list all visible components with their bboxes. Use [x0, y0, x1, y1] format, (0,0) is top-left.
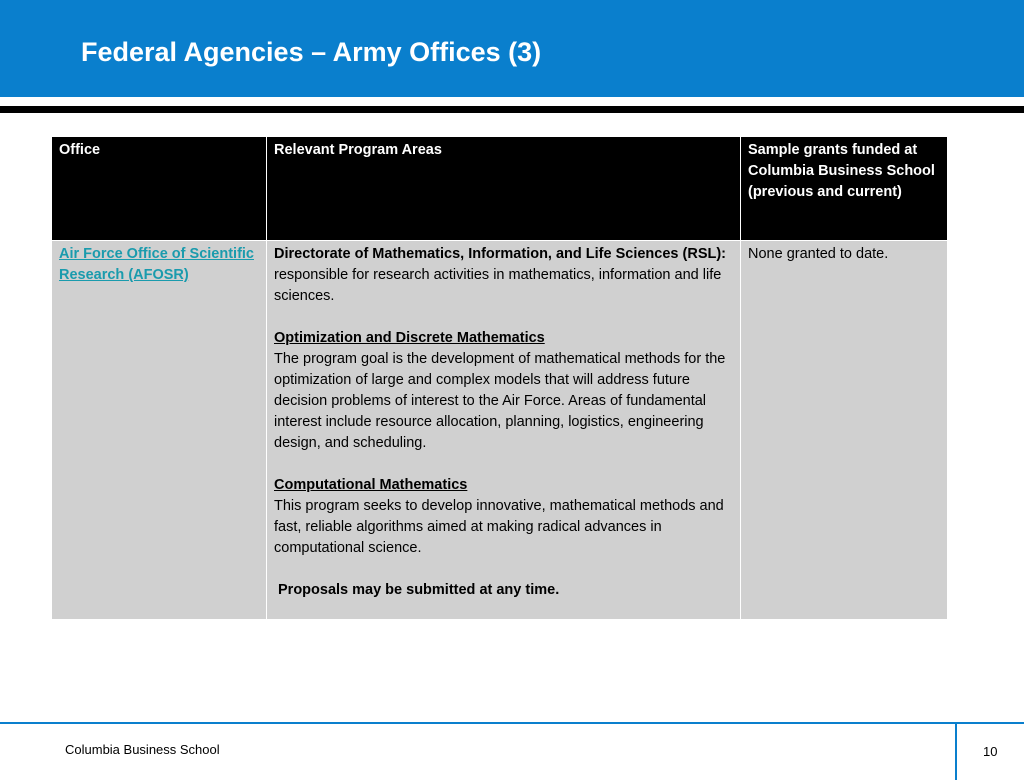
spacer [274, 454, 734, 475]
spacer [274, 559, 734, 580]
proposals-note: Proposals may be submitted at any time. [278, 582, 560, 598]
header-sample-grants: Sample grants funded at Columbia Business School (previous and current) [741, 137, 948, 241]
program-areas-cell [267, 241, 741, 620]
directorate-paragraph [274, 244, 734, 307]
section1-heading: Optimization and Discrete Mathematics [274, 330, 545, 346]
page-number: 10 [983, 744, 998, 759]
agency-table [51, 136, 948, 620]
footer-rule [0, 722, 1024, 724]
title-underline-rule [0, 106, 1024, 113]
table-header-row [52, 137, 948, 241]
section2-heading: Computational Mathematics [274, 477, 468, 493]
section2-heading-line [274, 475, 734, 496]
directorate-description: responsible for research activities in mathematics, information and life sciences. [274, 267, 722, 304]
title-bar [0, 0, 1024, 97]
office-link-afosr[interactable]: Air Force Office of Scientific Research (AFOSR) [59, 246, 254, 283]
spacer [274, 307, 734, 328]
table-header [52, 137, 948, 241]
footer-org: Columbia Business School [65, 742, 220, 757]
section1-heading-line [274, 328, 734, 349]
header-program-areas: Relevant Program Areas [267, 137, 741, 241]
header-office: Office [52, 137, 267, 241]
sample-grants-cell: None granted to date. [741, 241, 948, 620]
table-row [52, 241, 948, 620]
slide-title: Federal Agencies – Army Offices (3) [81, 37, 542, 67]
office-cell [52, 241, 267, 620]
directorate-title: Directorate of Mathematics, Information, and Life Sciences (RSL): [274, 246, 726, 262]
section1-text: The program goal is the development of mathematical methods for the optimization of large and complex models that will address future decision problems of interest to the Air Force. Areas of fundamental interest include resource allocation, planning, logistics, engineering design, and scheduling. [274, 351, 726, 451]
section2-text: This program seeks to develop innovative, mathematical methods and fast, reliable algorithms aimed at making radical advances in computational science. [274, 498, 724, 556]
footer-divider [955, 724, 957, 780]
